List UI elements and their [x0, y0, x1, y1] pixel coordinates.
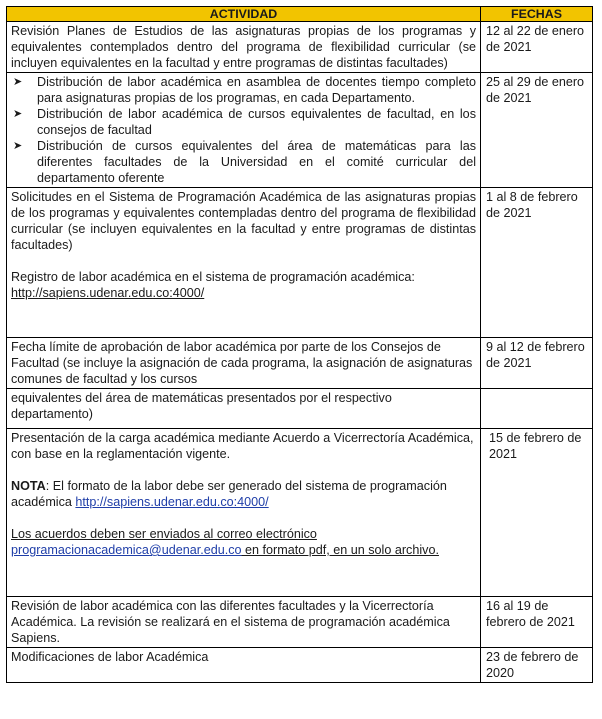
mail-instruction: Los acuerdos deben ser enviados al correo electrónico programacionacademica@udenar.edu.co en formato pdf, en un solo archivo.: [11, 527, 439, 557]
header-row: [7, 7, 593, 22]
arrow-bullet-icon: ➤: [13, 108, 23, 120]
table-row: [7, 22, 593, 73]
sapiens-link[interactable]: http://sapiens.udenar.edu.co:4000/: [75, 495, 269, 509]
activity-text: Presentación de la carga académica mediante Acuerdo a Vicerrectoría Académica, con base en la reglamentación vigente.: [11, 431, 474, 461]
schedule-table: [6, 6, 593, 683]
arrow-bullet-icon: ➤: [13, 140, 23, 152]
dates-cell: 9 al 12 de febrero de 2021: [481, 338, 593, 389]
email-link[interactable]: programacionacademica@udenar.edu.co: [11, 543, 242, 557]
dates-cell: 15 de febrero de 2021: [481, 429, 593, 597]
activity-text: Solicitudes en el Sistema de Programación Académica de las asignaturas propias de los programas y equivalentes contempladas dentro del programa de flexibilidad curricular (se incluyen equivalentes en la facultad y entre programas de distintas facultades): [11, 190, 476, 252]
note-text: NOTA: El formato de la labor debe ser generado del sistema de programación académica http://sapiens.udenar.edu.co:4000/: [11, 479, 447, 509]
table-row: [7, 648, 593, 683]
activity-cell: [7, 188, 481, 338]
bullet-list: [11, 74, 476, 186]
dates-cell: 1 al 8 de febrero de 2021: [481, 188, 593, 338]
activity-cell: [7, 389, 481, 429]
arrow-bullet-icon: ➤: [13, 76, 23, 88]
list-item: ➤ Distribución de labor académica de cursos equivalentes de facultad, en los consejos de facultad: [13, 107, 476, 137]
activity-text: Fecha límite de aprobación de labor académica por parte de los Consejos de Facultad (se incluye la asignación de cada programa, la asignación de asignaturas comunes de facultad y los cursos: [11, 340, 473, 386]
dates-cell: [481, 389, 593, 429]
list-item: ➤ Distribución de cursos equivalentes del área de matemáticas para las diferentes facultades de la Universidad en el comité curricular del departamento oferente: [13, 139, 476, 185]
dates-cell: 25 al 29 de enero de 2021: [481, 73, 593, 188]
registration-text: Registro de labor académica en el sistema de programación académica: http://sapiens.udenar.edu.co:4000/: [11, 270, 415, 300]
table-row: [7, 597, 593, 648]
activity-cell: [7, 73, 481, 188]
sapiens-link[interactable]: http://sapiens.udenar.edu.co:4000/: [11, 286, 205, 300]
table-row: [7, 389, 593, 429]
list-item: ➤ Distribución de labor académica en asamblea de docentes tiempo completo para asignaturas propias de los programas, en cada Departamento.: [13, 75, 476, 105]
activity-text: Revisión Planes de Estudios de las asignaturas propias de los programas y equivalentes contemplados dentro del programa de flexibilidad curricular (se incluyen equivalentes en la facultad y entre programas de distintas facultades): [11, 24, 476, 70]
activity-cell: [7, 648, 481, 683]
activity-cell: [7, 597, 481, 648]
activity-text: equivalentes del área de matemáticas presentados por el respectivo departamento): [11, 391, 392, 421]
activity-cell: [7, 338, 481, 389]
dates-column-header: FECHAS: [481, 7, 593, 22]
activity-column-header: ACTIVIDAD: [7, 7, 481, 22]
table-row: [7, 338, 593, 389]
activity-cell: [7, 22, 481, 73]
dates-cell: 23 de febrero de 2020: [481, 648, 593, 683]
table-row: [7, 188, 593, 338]
table-row: [7, 73, 593, 188]
activity-cell: [7, 429, 481, 597]
dates-cell: 16 al 19 de febrero de 2021: [481, 597, 593, 648]
note-label: NOTA: [11, 479, 46, 493]
dates-cell: 12 al 22 de enero de 2021: [481, 22, 593, 73]
activity-text: Modificaciones de labor Académica: [11, 650, 209, 664]
activity-text: Revisión de labor académica con las diferentes facultades y la Vicerrectoría Académica. La revisión se realizará en el sistema de programación académica Sapiens.: [11, 599, 450, 645]
table-row: [7, 429, 593, 597]
